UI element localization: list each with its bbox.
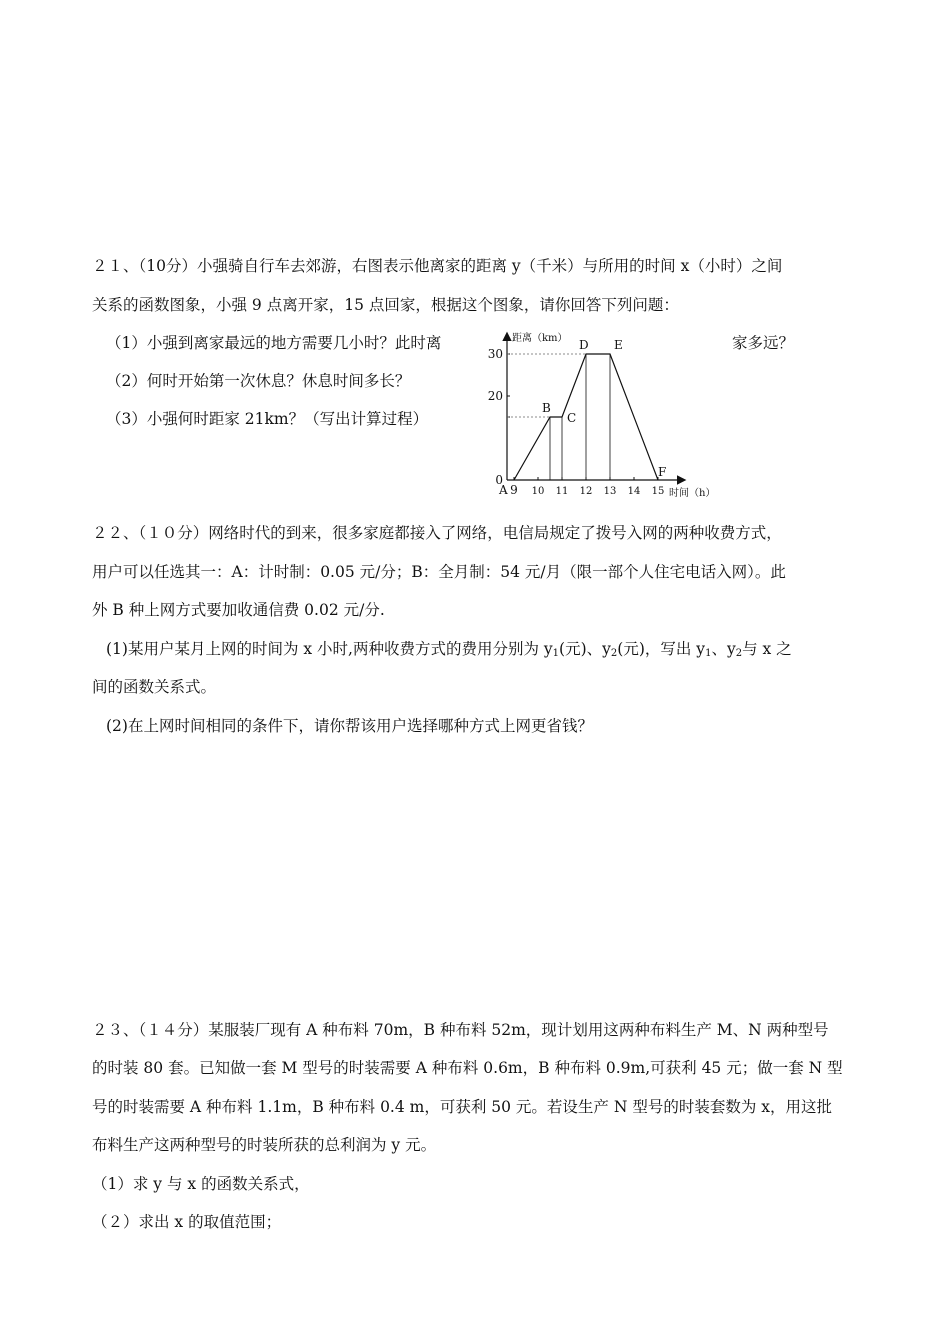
q21-sub1-part-a: （1）小强到离家最远的地方需要几小时？此时离 (106, 334, 442, 352)
q21-line-2: 关系的函数图象，小强 9 点离开家，15 点回家，根据这个图象，请你回答下列问题： (92, 296, 679, 314)
origin-label: A (499, 483, 508, 497)
q23-line-2: 的时装 80 套。已知做一套 M 型号的时装需要 A 种布料 0.6m，B 种布料 0.9m,可获利 45 元；做一套 N 型 (92, 1059, 843, 1077)
y-tick-label: 20 (488, 389, 503, 403)
q22-sub1-text-e: 与 x 之 (742, 640, 792, 658)
q23-sub1: （1）求 y 与 x 的函数关系式， (92, 1175, 310, 1193)
q22-sub1-line-2: 间的函数关系式。 (92, 678, 217, 696)
x-tick-label: 11 (555, 486, 569, 497)
x-tick-label: 15 (651, 486, 665, 497)
q22-sub1-text-a: (1)某用户某月上网的时间为 x 小时,两种收费方式的费用分别为 y (106, 640, 553, 658)
q21-sub3: （3）小强何时距家 21km？（写出计算过程） (106, 410, 429, 428)
x-tick-label: 14 (627, 486, 641, 497)
point-label-c: C (567, 411, 577, 425)
q21-sub1-part-b: 家多远？ (732, 334, 795, 352)
point-label-d: D (579, 338, 589, 352)
q23-sub2: （２）求出 x 的取值范围； (92, 1213, 282, 1231)
y-tick-label: 30 (488, 347, 503, 361)
x-tick-label: 9 (510, 483, 518, 497)
y-axis-label: 距离（km） (512, 333, 568, 344)
x-tick-label: 12 (579, 486, 593, 497)
q21-line-1: ２１、（10分）小强骑自行车去郊游，右图表示他离家的距离 y（千米）与所用的时间 x（小时）之间 (92, 257, 783, 275)
point-label-b: B (542, 401, 551, 415)
q21-sub2: （2）何时开始第一次休息？休息时间多长？ (106, 372, 411, 390)
q22-line-3: 外 B 种上网方式要加收通信费 0.02 元/分. (92, 601, 385, 619)
q22-sub1-text-b: (元)、y (559, 640, 611, 658)
q23-line-4: 布料生产这两种型号的时装所获的总利润为 y 元。 (92, 1136, 437, 1154)
point-label-e: E (614, 338, 623, 352)
q22-sub2: (2)在上网时间相同的条件下，请你帮该用户选择哪种方式上网更省钱？ (106, 717, 593, 735)
x-tick-label: 10 (531, 486, 545, 497)
q23-line-1: ２３、（１４分）某服装厂现有 A 种布料 70m，B 种布料 52m，现计划用这两种布料生产 M、N 两种型号 (92, 1021, 829, 1039)
x-tick-label: 13 (603, 486, 617, 497)
q22-line-1: ２２、（１０分）网络时代的到来，很多家庭都接入了网络，电信局规定了拨号入网的两种收费方式， (92, 524, 782, 542)
point-label-f: F (658, 465, 667, 479)
subscript-1b: 1 (705, 648, 712, 659)
q23-line-3: 号的时装需要 A 种布料 1.1m，B 种布料 0.4 m，可获利 50 元。若设生产 N 型号的时装套数为 x，用这批 (92, 1098, 833, 1116)
q22-sub1-text-d: 、y (711, 640, 736, 658)
subscript-2b: 2 (735, 648, 743, 659)
subscript-2a: 2 (610, 648, 618, 659)
y-tick-label: 0 (495, 473, 503, 487)
q22-line-2: 用户可以任选其一：A：计时制：0.05 元/分；B：全月制：54 元/月（限一部个人住宅电话入网）。此 (92, 563, 786, 581)
q22-sub1-line-1 (106, 639, 792, 664)
q22-sub1-text-c: (元)，写出 y (617, 640, 706, 658)
distance-time-graph (488, 328, 728, 504)
x-axis-label: 时间（h） (669, 488, 716, 499)
subscript-1a: 1 (552, 648, 560, 659)
